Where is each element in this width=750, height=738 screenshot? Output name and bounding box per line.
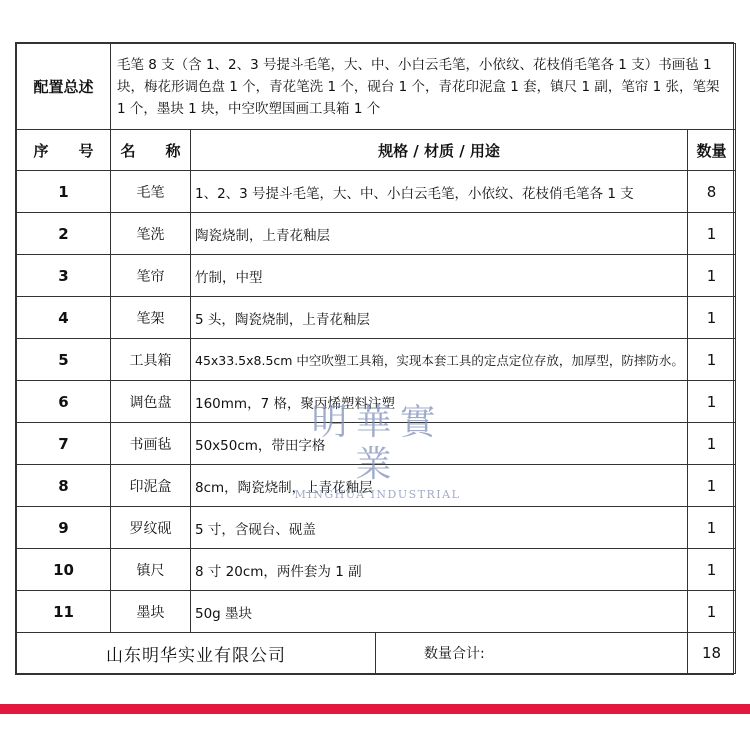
item-spec: 5 寸，含砚台、砚盖 (191, 507, 688, 549)
table-row (17, 549, 736, 591)
header-qty: 数量 (688, 130, 736, 171)
item-qty: 1 (688, 465, 736, 507)
watermark-chinese: 明華實業 (311, 402, 444, 485)
table-row (17, 339, 736, 381)
item-name: 墨块 (111, 591, 191, 633)
table-row (17, 381, 736, 423)
row-number: 2 (17, 213, 111, 255)
row-number: 7 (17, 423, 111, 465)
item-spec: 50g 墨块 (191, 591, 688, 633)
item-qty: 1 (688, 591, 736, 633)
row-number: 11 (17, 591, 111, 633)
item-name: 书画毡 (111, 423, 191, 465)
company-name: 山东明华实业有限公司 (17, 633, 376, 673)
item-qty: 1 (688, 339, 736, 381)
table-row (17, 591, 736, 633)
item-name: 镇尺 (111, 549, 191, 591)
row-number: 4 (17, 297, 111, 339)
item-spec: 竹制，中型 (191, 255, 688, 297)
equipment-table (16, 43, 736, 674)
item-spec: 1、2、3 号提斗毛笔，大、中、小白云毛笔，小依纹、花枝俏毛笔各 1 支 (191, 171, 688, 213)
watermark-english: MINGHUA INDUSTRIAL (294, 488, 461, 501)
row-number: 3 (17, 255, 111, 297)
total-qty: 18 (688, 633, 736, 674)
item-name: 笔帘 (111, 255, 191, 297)
table-row (17, 171, 736, 213)
header-row (17, 130, 736, 171)
item-name: 毛笔 (111, 171, 191, 213)
summary-label: 配置总述 (17, 44, 111, 130)
item-qty: 1 (688, 381, 736, 423)
item-spec: 8cm，陶瓷烧制，上青花釉层 (191, 465, 688, 507)
table-row (17, 507, 736, 549)
total-label: 数量合计: (424, 646, 485, 662)
row-number: 10 (17, 549, 111, 591)
table-row (17, 465, 736, 507)
item-spec: 5 头，陶瓷烧制，上青花釉层 (191, 297, 688, 339)
item-name: 笔洗 (111, 213, 191, 255)
header-spec: 规格 / 材质 / 用途 (191, 130, 688, 171)
row-number: 6 (17, 381, 111, 423)
item-qty: 1 (688, 423, 736, 465)
row-number: 5 (17, 339, 111, 381)
equipment-table-container (15, 42, 734, 675)
header-name: 名 称 (111, 130, 191, 171)
item-qty: 8 (688, 171, 736, 213)
item-spec: 50x50cm，带田字格 (191, 423, 688, 465)
accent-bar (0, 704, 750, 714)
item-qty: 1 (688, 549, 736, 591)
item-name: 调色盘 (111, 381, 191, 423)
item-name: 印泥盒 (111, 465, 191, 507)
item-spec: 8 寸 20cm，两件套为 1 副 (191, 549, 688, 591)
item-spec: 45x33.5x8.5cm 中空吹塑工具箱，实现本套工具的定点定位存放，加厚型，防摔防水。 (191, 339, 688, 381)
item-qty: 1 (688, 507, 736, 549)
summary-row (17, 44, 736, 130)
item-name: 罗纹砚 (111, 507, 191, 549)
item-qty: 1 (688, 297, 736, 339)
item-name: 笔架 (111, 297, 191, 339)
summary-text: 毛笔 8 支（含 1、2、3 号提斗毛笔，大、中、小白云毛笔，小依纹、花枝俏毛笔各 1 支）书画毡 1 块，梅花形调色盘 1 个，青花笔洗 1 个，砚台 1 个，青花印泥盒 1 套，镇尺 1 副，笔帘 1 张，笔架 1 个，墨块 1 块，中空吹塑国画工具箱 1 个 (111, 44, 736, 130)
table-row (17, 255, 736, 297)
table-row (17, 423, 736, 465)
item-spec: 160mm，7 格，聚丙烯塑料注塑 (191, 381, 688, 423)
item-qty: 1 (688, 255, 736, 297)
item-qty: 1 (688, 213, 736, 255)
table-row (17, 213, 736, 255)
row-number: 8 (17, 465, 111, 507)
footer-row (17, 633, 736, 674)
item-spec: 陶瓷烧制，上青花釉层 (191, 213, 688, 255)
row-number: 9 (17, 507, 111, 549)
header-no: 序 号 (17, 130, 111, 171)
row-number: 1 (17, 171, 111, 213)
item-name: 工具箱 (111, 339, 191, 381)
table-row (17, 297, 736, 339)
